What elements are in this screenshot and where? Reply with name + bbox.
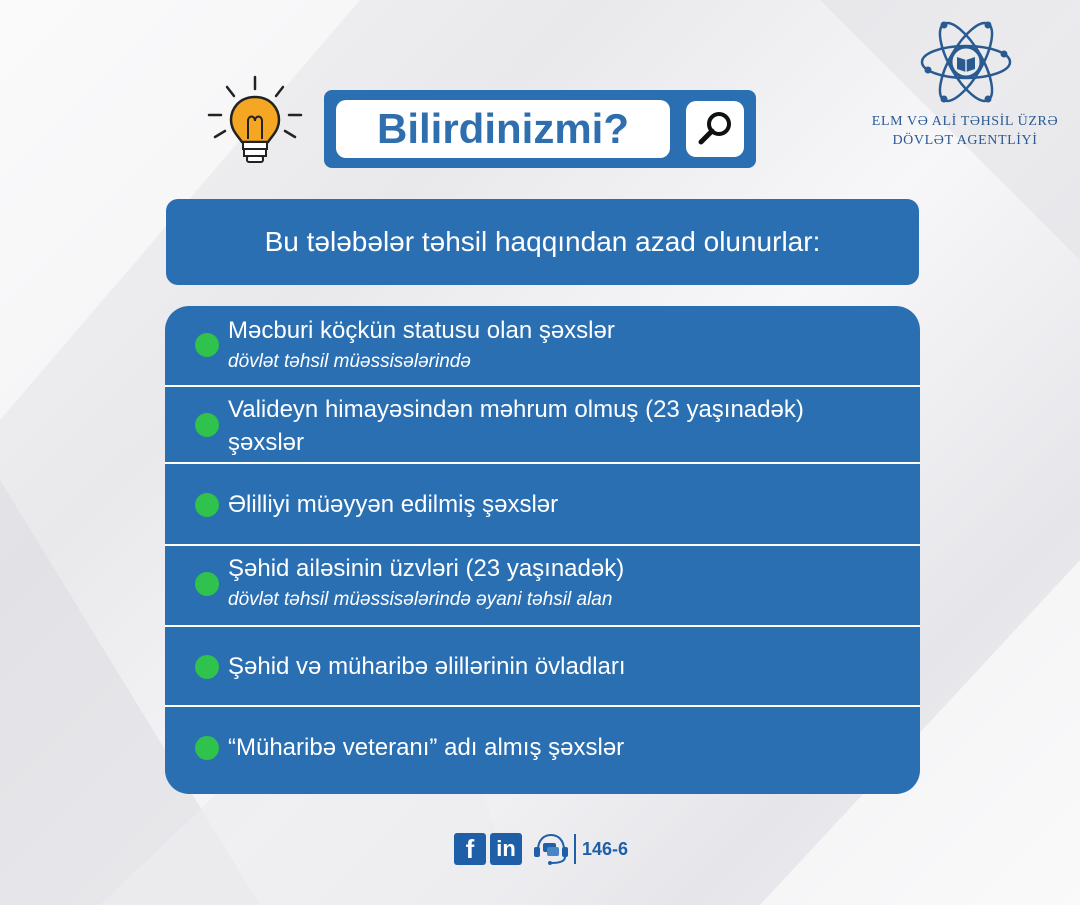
list-item-title: Şəhid ailəsinin üzvləri (23 yaşınadək): [228, 555, 625, 582]
agency-name-line1: ELM VƏ ALİ TƏHSİL ÜZRƏ: [871, 114, 1059, 129]
bullet-icon: [195, 413, 219, 437]
divider: [574, 834, 576, 864]
agency-name-line2: DÖVLƏT AGENTLİYİ: [892, 133, 1038, 148]
list-item: [165, 707, 920, 794]
list-item: [165, 546, 920, 626]
list-item-subtitle: dövlət təhsil müəssisələrində əyani təhsil alan: [228, 589, 613, 610]
exemption-list: [165, 306, 920, 794]
page-title: Bilirdinizmi?: [336, 100, 670, 158]
bullet-icon: [195, 655, 219, 679]
list-item: [165, 464, 920, 544]
list-item-title: “Müharibə veteranı” adı almış şəxslər: [228, 734, 625, 761]
title-banner: [324, 90, 756, 168]
facebook-icon[interactable]: f: [454, 833, 486, 865]
list-item-title: Valideyn himayəsindən məhrum olmuş (23 yaşınadək): [228, 396, 804, 423]
list-item: [165, 387, 920, 462]
list-item-title: Məcburi köçkün statusu olan şəxslər: [228, 317, 615, 344]
subtitle-text: Bu tələbələr təhsil haqqından azad olunurlar:: [264, 226, 821, 257]
hotline-number: 146-6: [582, 838, 629, 859]
agency-name: [855, 112, 1075, 150]
list-item-title-continued: şəxslər: [228, 429, 305, 456]
magnifier-icon: [695, 109, 735, 149]
list-item: [165, 627, 920, 705]
agency-logo: [918, 14, 1014, 110]
search-button: [686, 101, 744, 157]
list-item-title: Əlilliyi müəyyən edilmiş şəxslər: [228, 491, 559, 518]
linkedin-icon[interactable]: in: [490, 833, 522, 865]
bullet-icon: [195, 493, 219, 517]
footer: [454, 832, 628, 866]
list-item-title: Şəhid və müharibə əlillərinin övladları: [228, 653, 626, 680]
bullet-icon: [195, 736, 219, 760]
subtitle-banner: [166, 199, 919, 285]
list-item-subtitle: dövlət təhsil müəssisələrində: [228, 351, 471, 372]
lightbulb-icon: [205, 75, 305, 175]
list-item: [165, 306, 920, 386]
bullet-icon: [195, 333, 219, 357]
bullet-icon: [195, 572, 219, 596]
support-chat-icon: [532, 832, 570, 866]
